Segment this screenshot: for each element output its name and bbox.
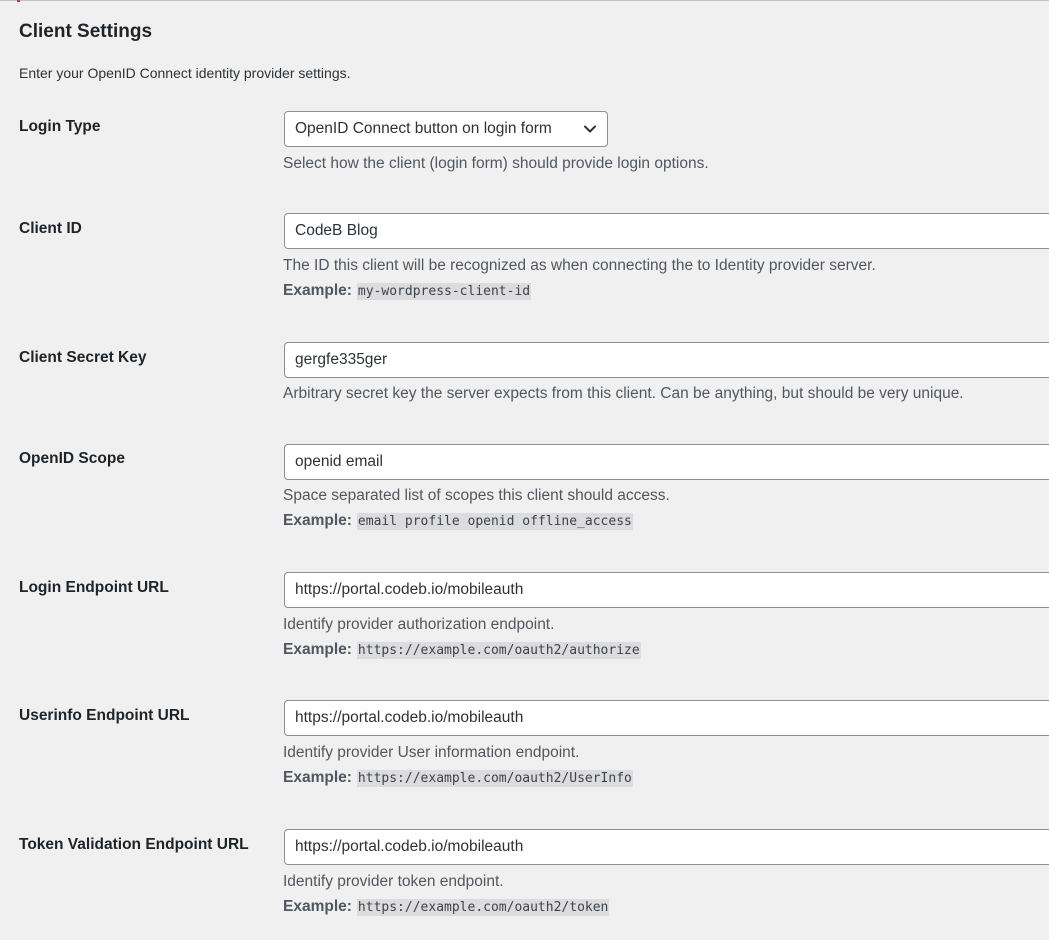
- client-secret-help: Arbitrary secret key the server expects from this client. Can be anything, but should be very unique.: [283, 385, 964, 402]
- login-endpoint-input[interactable]: [284, 572, 1049, 608]
- userinfo-endpoint-example-code: https://example.com/oauth2/UserInfo: [357, 770, 632, 786]
- login-endpoint-help: Identify provider authorization endpoint.: [283, 616, 555, 633]
- client-id-example-code: my-wordpress-client-id: [357, 283, 531, 299]
- scope-example: [283, 512, 633, 530]
- example-label: Example:: [283, 641, 352, 658]
- userinfo-endpoint-label: Userinfo Endpoint URL: [19, 707, 190, 724]
- top-divider: [0, 0, 1049, 1]
- token-endpoint-label: Token Validation Endpoint URL: [19, 836, 249, 853]
- token-endpoint-example-code: https://example.com/oauth2/token: [357, 899, 609, 915]
- example-label: Example:: [283, 898, 352, 915]
- login-type-label: Login Type: [19, 118, 101, 135]
- token-endpoint-help: Identify provider token endpoint.: [283, 873, 504, 890]
- example-label: Example:: [283, 512, 352, 529]
- userinfo-endpoint-help: Identify provider User information endpoint.: [283, 744, 580, 761]
- scope-help: Space separated list of scopes this client should access.: [283, 487, 670, 504]
- client-id-input[interactable]: [284, 213, 1049, 249]
- scope-label: OpenID Scope: [19, 450, 125, 467]
- login-type-help: Select how the client (login form) should provide login options.: [283, 155, 709, 172]
- section-title: Client Settings: [19, 21, 153, 42]
- login-type-select[interactable]: [284, 111, 608, 147]
- token-endpoint-example: [283, 898, 609, 916]
- client-id-example: [283, 282, 531, 300]
- chevron-down-icon: [583, 122, 597, 136]
- client-id-help: The ID this client will be recognized as when connecting the to Identity provider server.: [283, 257, 876, 274]
- login-endpoint-label: Login Endpoint URL: [19, 579, 169, 596]
- example-label: Example:: [283, 769, 352, 786]
- example-label: Example:: [283, 282, 352, 299]
- token-endpoint-input[interactable]: [284, 829, 1049, 865]
- top-accent-mark: [17, 0, 20, 2]
- client-secret-label: Client Secret Key: [19, 349, 147, 366]
- login-endpoint-example-code: https://example.com/oauth2/authorize: [357, 642, 640, 658]
- scope-example-code: email profile openid offline_access: [357, 513, 632, 529]
- section-description: Enter your OpenID Connect identity provider settings.: [19, 65, 351, 81]
- client-secret-input[interactable]: [284, 342, 1049, 378]
- scope-input[interactable]: [284, 444, 1049, 480]
- login-type-selected-value: OpenID Connect button on login form: [295, 120, 552, 137]
- login-endpoint-example: [283, 641, 641, 659]
- userinfo-endpoint-input[interactable]: [284, 700, 1049, 736]
- userinfo-endpoint-example: [283, 769, 633, 787]
- client-id-label: Client ID: [19, 220, 82, 237]
